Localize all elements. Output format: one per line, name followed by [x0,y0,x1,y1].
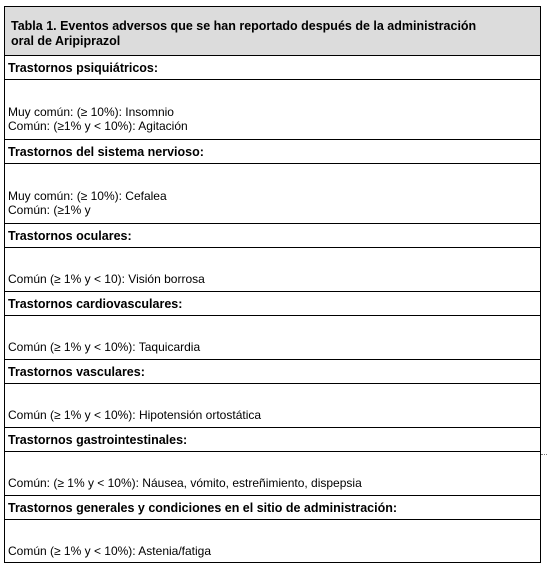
section-heading-gastrointestinal: Trastornos gastrointestinales: [5,428,540,452]
section-line: Común (≥ 1% y < 10%): Astenia/fatiga [8,544,212,558]
section-line: Muy común: (≥ 10%): Cefalea [8,189,167,203]
section-line: Común: (≥1% y [8,203,91,217]
section-body-general-conditions [5,520,540,562]
section-line: Común (≥ 1% y < 10%): Hipotensión ortostática [8,408,262,422]
section-body-ocular [5,248,540,292]
section-line: Muy común: (≥ 10%): Insomnio [8,105,174,119]
table-title-line-2: oral de Aripiprazol [11,34,121,48]
section-body-nervous-system [5,164,540,224]
section-heading-general-conditions: Trastornos generales y condiciones en el sitio de administración: [5,496,540,520]
section-heading-nervous-system: Trastornos del sistema nervioso: [5,140,540,164]
section-heading-psychiatric: Trastornos psiquiátricos: [5,56,540,80]
section-line: Común: (≥ 1% y < 10%): Náusea, vómito, estreñimiento, dispepsia [8,476,362,490]
section-line: Común: (≥1% y < 10%): Agitación [8,119,188,133]
section-heading-ocular: Trastornos oculares: [5,224,540,248]
section-line: Común (≥ 1% y < 10): Visión borrosa [8,272,205,286]
section-line: Común (≥ 1% y < 10%): Taquicardia [8,340,201,354]
table-title-line-1: Tabla 1. Eventos adversos que se han reportado después de la administración [11,19,477,33]
section-body-psychiatric [5,80,540,140]
section-body-cardiovascular [5,316,540,360]
section-heading-vascular: Trastornos vasculares: [5,360,540,384]
dotted-leader [541,454,547,455]
section-heading-cardiovascular: Trastornos cardiovasculares: [5,292,540,316]
adverse-events-table [4,6,541,563]
section-body-gastrointestinal [5,452,540,496]
section-body-vascular [5,384,540,428]
table-title [5,7,540,56]
